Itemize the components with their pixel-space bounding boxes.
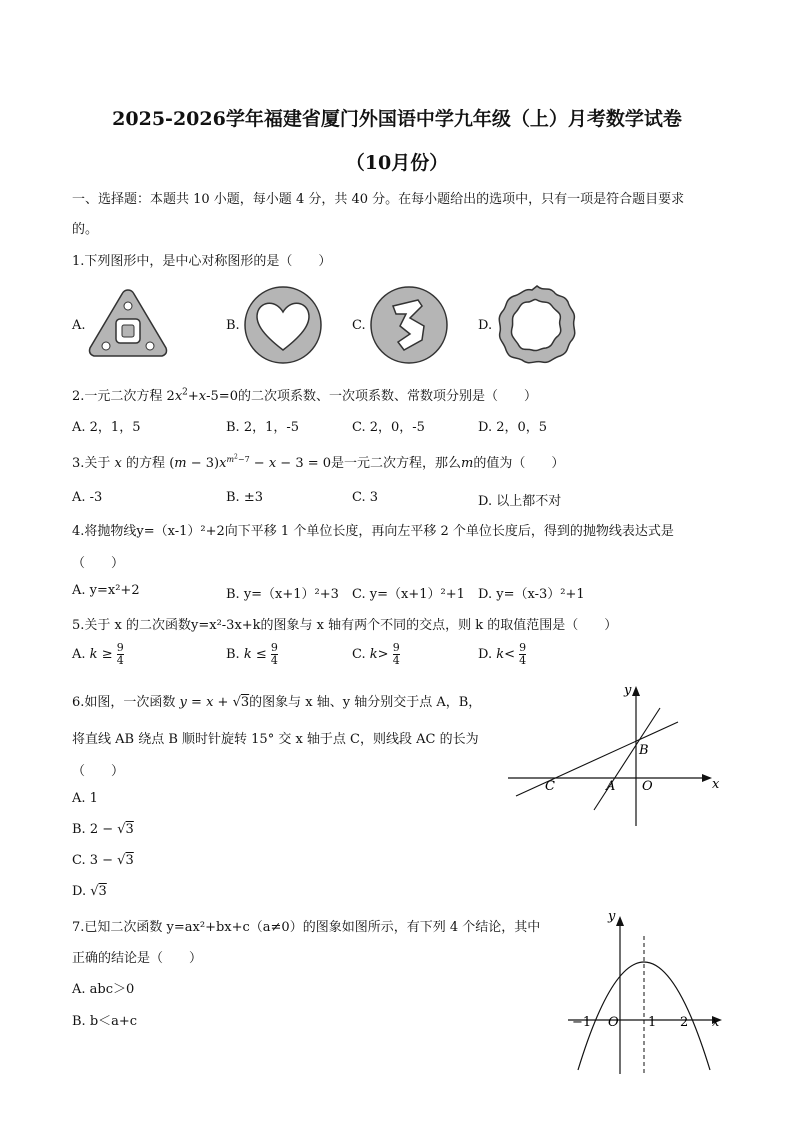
q5-option-d[interactable]: D. k< $\frac{9}{4}$	[478, 641, 527, 667]
q6-option-b[interactable]: B. 2 − √3	[72, 822, 134, 837]
q6-option-c[interactable]: C. 3 − √3	[72, 853, 134, 868]
q6-option-d[interactable]: D. √3	[72, 884, 107, 899]
q1-label-b: B.	[226, 318, 240, 333]
label-1: 1	[648, 1015, 657, 1030]
label-y: y	[624, 683, 632, 698]
label-a: A	[606, 779, 616, 794]
q7-option-a[interactable]: A. abc＞0	[72, 982, 135, 997]
label-o: O	[642, 779, 653, 794]
q6-figure	[508, 680, 730, 830]
label-minus1: −1	[572, 1015, 592, 1030]
q1-label-a: A.	[72, 318, 86, 333]
question-5-stem: 5.关于 x 的二次函数y=x²-3x+k的图象与 x 轴有两个不同的交点，则 k 的取值范围是（ ）	[72, 618, 618, 633]
question-2-stem: 2.一元二次方程 $2x^2+x-5=0$的二次项系数、一次项系数、常数项分别是（ ）	[72, 387, 537, 404]
figure-a-triangle	[86, 286, 170, 360]
question-4-stem-cont: （ ）	[72, 556, 125, 571]
q6-equation: y = x + √3	[179, 695, 250, 710]
section-instruction: 一、选择题：本题共 10 小题，每小题 4 分，共 40 分。在每小题给出的选项中，只有一项是符合题目要求	[72, 192, 685, 207]
q2-option-d[interactable]: D. 2，0，5	[478, 420, 548, 435]
label-x: x	[712, 1015, 720, 1030]
q3-option-c[interactable]: C. 3	[352, 490, 379, 505]
q7-option-b[interactable]: B. b＜a+c	[72, 1014, 138, 1029]
q3-equation: $(m - 3)x^{m^2-7} - x - 3 = 0$	[169, 453, 332, 471]
question-6-stem-cont: 将直线 AB 绕点 B 顺时针旋转 15° 交 x 轴于点 C，则线段 AC 的长为	[72, 732, 479, 747]
y-axis-arrow-icon	[616, 916, 624, 926]
label-2: 2	[680, 1015, 689, 1030]
label-o: O	[608, 1015, 619, 1030]
q4-option-a[interactable]: A. y=x²+2	[72, 583, 140, 598]
exam-title: 2025-2026学年福建省厦门外国语中学九年级（上）月考数学试卷	[112, 108, 682, 130]
label-x: x	[712, 777, 720, 792]
q3-option-a[interactable]: A. -3	[72, 490, 103, 505]
q6-option-a[interactable]: A. 1	[72, 791, 98, 806]
figure-c-zigzag	[368, 284, 450, 366]
q3-option-d[interactable]: D. 以上都不对	[478, 494, 562, 509]
question-7-stem-cont: 正确的结论是（ ）	[72, 951, 203, 966]
q1-label-d: D.	[478, 318, 493, 333]
q1-label-c: C.	[352, 318, 366, 333]
label-c: C	[545, 779, 555, 794]
label-y: y	[608, 909, 616, 924]
q5-option-b[interactable]: B. k ≤ $\frac{9}{4}$	[226, 641, 278, 667]
q5-option-c[interactable]: C. k> $\frac{9}{4}$	[352, 641, 400, 667]
x-axis-arrow-icon	[702, 774, 712, 782]
question-3-stem: 3.关于 x 的方程 $(m - 3)x^{m^2-7} - x - 3 = 0$是一元二次方程，那么m的值为（ ）	[72, 453, 565, 471]
y-axis-arrow-icon	[632, 686, 640, 696]
q4-option-c[interactable]: C. y=（x+1）²+1	[352, 587, 465, 602]
q2-option-b[interactable]: B. 2，1，-5	[226, 420, 300, 435]
question-4-stem: 4.将抛物线y=（x-1）²+2向下平移 1 个单位长度，再向左平移 2 个单位长度后，得到的抛物线表达式是	[72, 524, 674, 539]
q3-option-b[interactable]: B. ±3	[226, 490, 263, 505]
line-cb	[516, 722, 678, 796]
question-6-stem-paren: （ ）	[72, 764, 125, 779]
q5-option-a[interactable]: A. k ≥ $\frac{9}{4}$	[72, 641, 124, 667]
q2-option-a[interactable]: A. 2，1，5	[72, 420, 141, 435]
line-ab	[594, 708, 660, 810]
q4-option-d[interactable]: D. y=（x-3）²+1	[478, 587, 585, 602]
figure-b-heart	[242, 284, 324, 366]
exam-subtitle: （10月份）	[345, 152, 449, 174]
question-7-stem: 7.已知二次函数 y=ax²+bx+c（a≠0）的图象如图所示，有下列 4 个结论，其中	[72, 920, 541, 935]
q2-option-c[interactable]: C. 2，0，-5	[352, 420, 425, 435]
q4-option-b[interactable]: B. y=（x+1）²+3	[226, 587, 339, 602]
q7-figure	[566, 908, 734, 1076]
section-instruction-cont: 的。	[72, 222, 99, 237]
question-6-stem: 6.如图，一次函数 y = x + √3的图象与 x 轴、y 轴分别交于点 A，B，	[72, 695, 482, 710]
question-1-stem: 1.下列图形中，是中心对称图形的是（ ）	[72, 254, 332, 269]
figure-d-wavy-ring	[494, 282, 580, 368]
label-b: B	[639, 743, 649, 758]
